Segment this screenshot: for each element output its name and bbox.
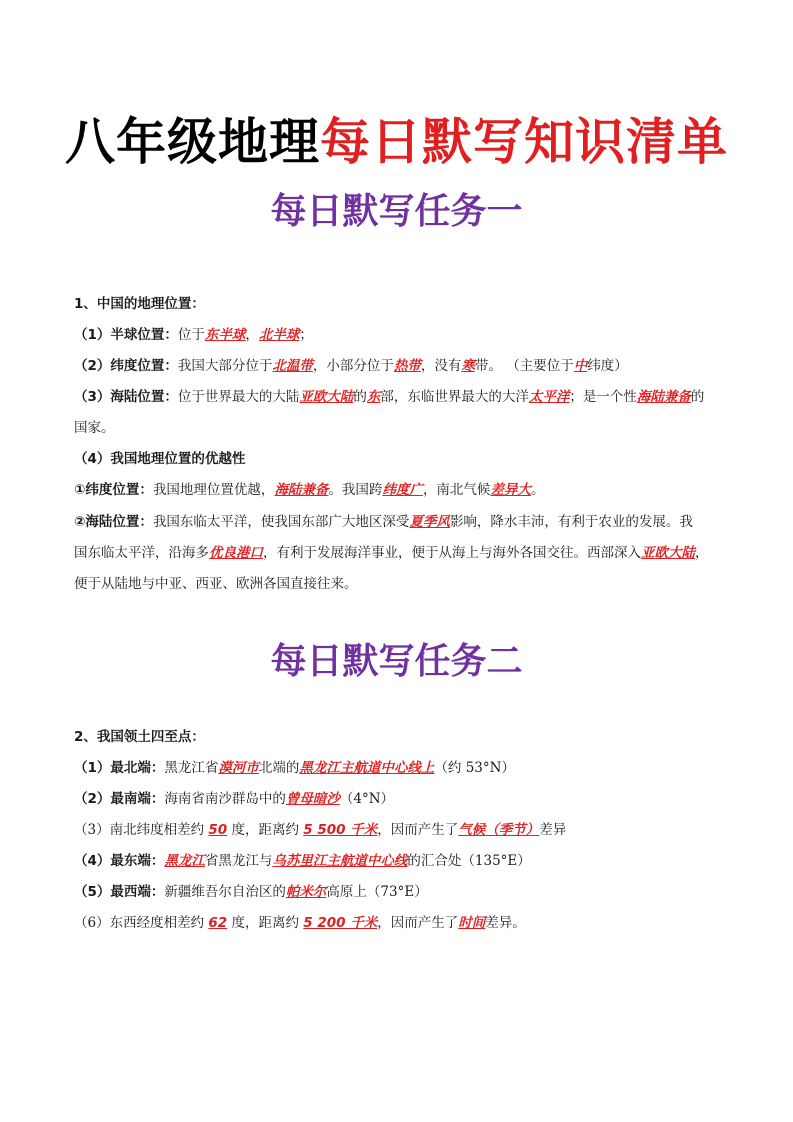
task1-heading: 每日默写任务一: [270, 191, 523, 232]
line-ns-diff: （3）南北纬度相差约 50 度，距离约 5 500 千米，因而产生了气候（季节）差异: [74, 822, 567, 838]
line-advantage-sea-1: ②海陆位置：我国东临太平洋，使我国东部广大地区深受夏季风影响，降水丰沛，有利于农业的发展。我: [74, 514, 693, 530]
page-title: [0, 112, 793, 172]
q1-title: 1、中国的地理位置：: [74, 296, 205, 312]
title-black-part: 八年级地理: [65, 113, 320, 171]
line-country: 国家。: [74, 420, 115, 436]
line-advantage-title: （4）我国地理位置的优越性: [74, 451, 246, 467]
line-ew-diff: （6）东西经度相差约 62 度，距离约 5 200 千米，因而产生了时间差异。: [74, 915, 526, 931]
q2-title: 2、我国领土四至点：: [74, 729, 205, 745]
line-sea-land: （3）海陆位置：位于世界最大的大陆亚欧大陆的东部，东临世界最大的大洋太平洋；是一个性海陆兼备的: [74, 389, 705, 405]
title-red-part: 每日默写知识清单: [320, 113, 728, 171]
line-hemisphere: （1）半球位置：位于东半球，北半球；: [74, 327, 313, 343]
line-advantage-latitude: ①纬度位置：我国地理位置优越，海陆兼备。我国跨纬度广，南北气候差异大。: [74, 482, 545, 498]
line-advantage-sea-2: 国东临太平洋，沿海多优良港口，有利于发展海洋事业，便于从海上与海外各国交往。西部深入亚欧大陆，: [74, 545, 709, 561]
task2-heading: 每日默写任务二: [270, 641, 523, 682]
line-north: （1）最北端：黑龙江省漠河市北端的黑龙江主航道中心线上（约 53°N）: [74, 760, 515, 776]
line-south: （2）最南端：海南省南沙群岛中的曾母暗沙（4°N）: [74, 791, 395, 807]
line-west: （5）最西端：新疆维吾尔自治区的帕米尔高原上（73°E）: [74, 884, 428, 900]
line-east: （4）最东端：黑龙江省黑龙江与乌苏里江主航道中心线的汇合处（135°E）: [74, 853, 531, 869]
line-advantage-sea-3: 便于从陆地与中亚、西亚、欧洲各国直接往来。: [74, 576, 358, 592]
line-latitude: （2）纬度位置：我国大部分位于北温带，小部分位于热带，没有寒带。 （主要位于中纬度）: [74, 358, 628, 374]
